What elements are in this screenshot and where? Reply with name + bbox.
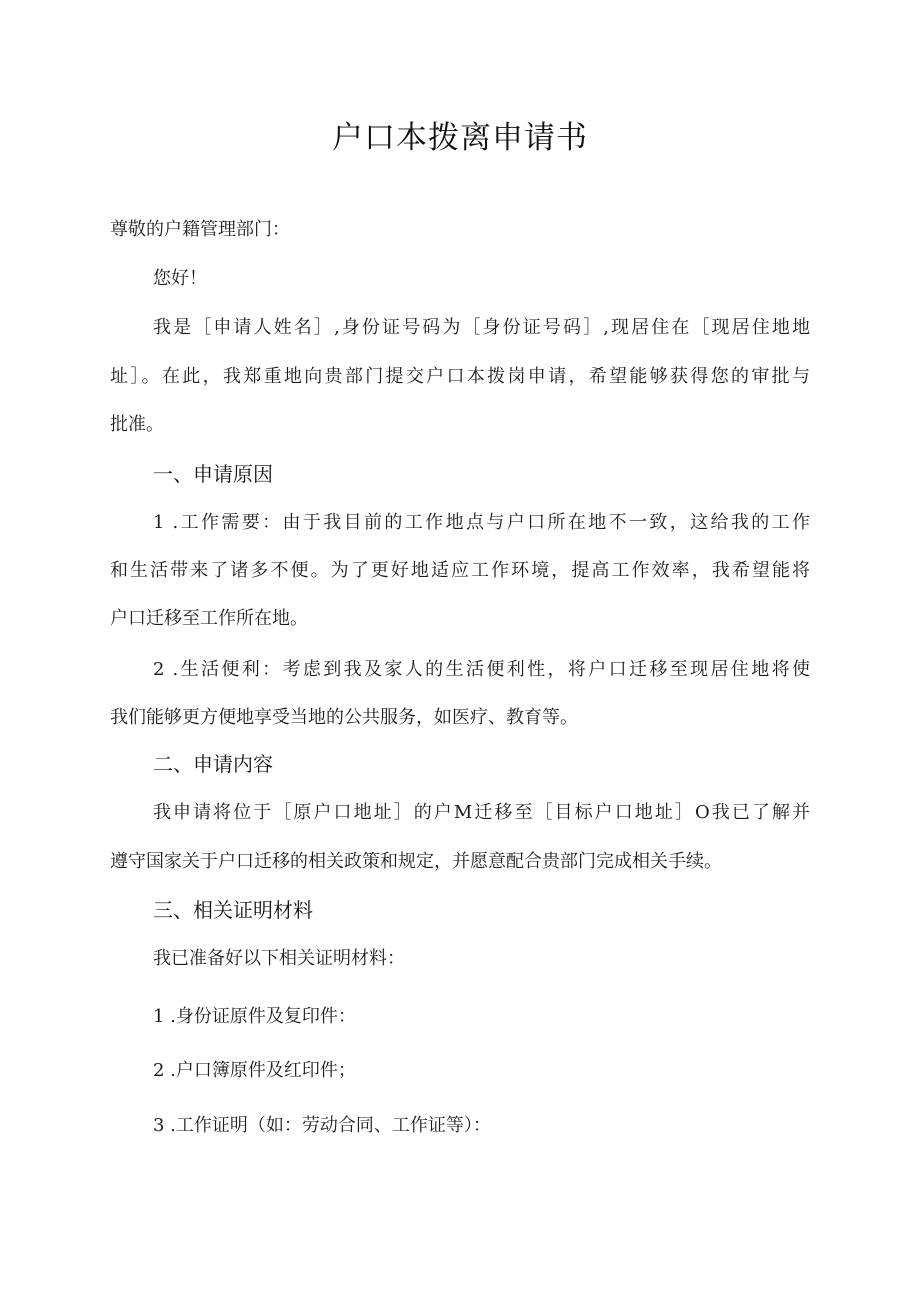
material-item-1: 1 .身份证原件及复印件： [153, 1006, 356, 1027]
section-3-heading: 三、相关证明材料 [153, 898, 313, 922]
reason-1-line-1: 1 .工作需要：由于我目前的工作地点与户口所在地不一致，这给我的工作 [153, 512, 810, 533]
intro-line-1: 我是［申请人姓名］,身份证号码为［身份证号码］,现居住在［现居住地地 [153, 317, 810, 338]
reason-2-line-2: 我们能够更方便地享受当地的公共服务，如医疗、教育等。 [110, 707, 578, 728]
material-item-2: 2 .户口簿原件及红印件； [153, 1060, 356, 1081]
intro-line-2: 址］。在此，我郑重地向贵部门提交户口本拨岗申请，希望能够获得您的审批与 [110, 366, 810, 387]
reason-1-line-3: 户口迁移至工作所在地。 [110, 608, 308, 629]
content-line-2: 遵守国家关于户口迁移的相关政策和规定，并愿意配合贵部门完成相关手续。 [110, 851, 722, 872]
intro-line-3: 批准。 [110, 414, 164, 435]
section-2-heading: 二、申请内容 [153, 752, 273, 776]
reason-1-line-2: 和生活带来了诸多不便。为了更好地适应工作环境，提高工作效率，我希望能将 [110, 560, 810, 581]
material-item-3: 3 .工作证明（如：劳动合同、工作证等）： [153, 1115, 491, 1136]
content-line-1: 我申请将位于［原户口地址］的户M迁移至［目标户口地址］O我已了解并 [153, 802, 810, 823]
reason-2-line-1: 2 .生活便利：考虑到我及家人的生活便利性，将户口迁移至现居住地将使 [153, 659, 810, 680]
document-title: 户口本拨离申请书 [332, 120, 588, 156]
section-1-heading: 一、申请原因 [153, 462, 273, 486]
salutation: 尊敬的户籍管理部门： [110, 219, 290, 240]
materials-intro: 我已准备好以下相关证明材料： [153, 948, 405, 969]
greeting: 您好！ [153, 268, 207, 289]
